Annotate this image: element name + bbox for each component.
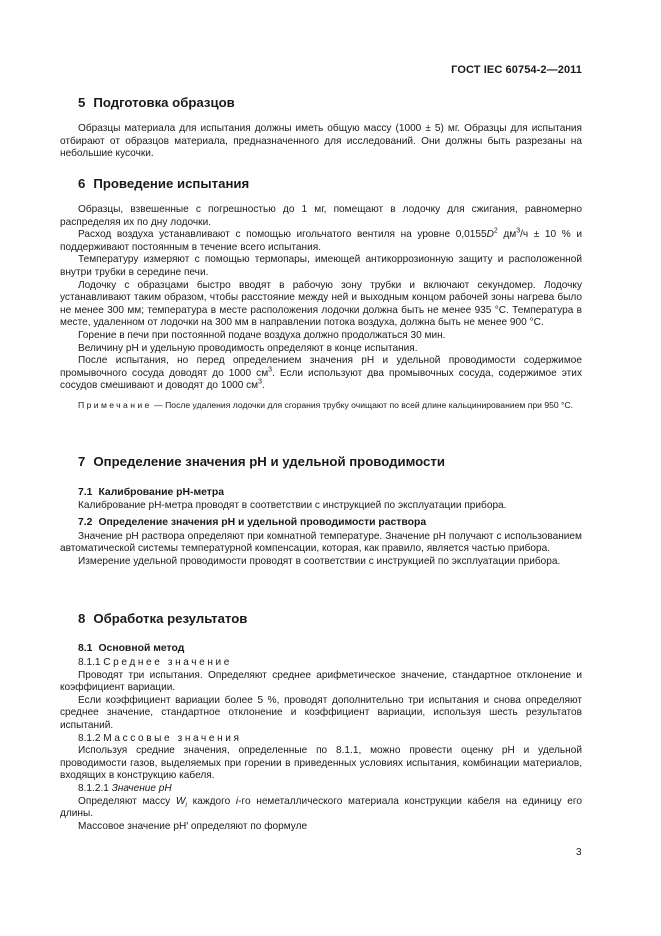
note-text: — После удаления лодочки для сгорания трубку очищают по всей длине кальцинированием при 950 °С. — [151, 399, 574, 410]
section-heading — [60, 95, 582, 110]
section-7-body — [60, 487, 582, 568]
clause-heading-8-1-1: 8.1.1 Среднее значение — [78, 657, 232, 668]
section-number: 8 — [78, 611, 86, 626]
section-5-body — [60, 123, 582, 161]
note — [60, 399, 582, 411]
subsection-heading-7-2: 7.2 Определение значения pH и удельной проводимости раствора — [78, 516, 427, 528]
paragraph: Значение pH раствора определяют при комнатной температуре. Значение pH получают с использованием автоматической системы температурной компенсации, которая, как правило, является частью прибора. — [60, 530, 582, 555]
page-number: 3 — [576, 847, 582, 858]
paragraph-airflow: Расход воздуха устанавливают с помощью игольчатого вентиля на уровне $0,0155D^2$ $дм^3/ч \pm 10$ % и поддерживают постоянным в течение всего испытания. — [60, 227, 582, 253]
section-heading — [60, 611, 582, 626]
paragraph: Температуру измеряют с помощью термопары, имеющей антикоррозионную защиту и расположенной внутри трубки в середине печи. — [60, 254, 582, 278]
section-number: 7 — [78, 454, 86, 469]
paragraph: Калибрование pH-метра проводят в соответствии с инструкцией по эксплуатации прибора. — [78, 500, 507, 511]
paragraph: Горение в печи при постоянной подаче воздуха должно продолжаться 30 мин. — [78, 329, 446, 341]
paragraph: Образцы, взвешенные с погрешностью до 1 мг, помещают в лодочку для сжигания, равномерно распределяя их по дну лодочки. — [60, 204, 582, 228]
paragraph: Массовое значение pH′ определяют по формуле — [78, 820, 308, 832]
section-5 — [60, 95, 582, 110]
note-label: Примечание — [78, 399, 152, 410]
paragraph-mass: Определяют массу $W_i$ каждого i-го неметаллического материала конструкции кабеля на единицу его длины. — [60, 795, 582, 820]
paragraph: Величину pH и удельную проводимость определяют в конце испытания. — [78, 342, 418, 354]
section-title: Подготовка образцов — [93, 95, 235, 110]
paragraph: Измерение удельной проводимости проводят в соответствии с инструкцией по эксплуатации прибора. — [78, 555, 561, 567]
section-title: Обработка результатов — [93, 611, 248, 626]
section-8-body — [60, 643, 582, 833]
clause-heading-8-1-2-1: 8.1.2.1 Значение pH — [78, 782, 172, 794]
section-number: 5 — [78, 95, 86, 110]
standard-designation: ГОСТ IEC 60754-2—2011 — [451, 64, 582, 76]
paragraph: Образцы материала для испытания должны иметь общую массу (1000 ± 5) мг. Образцы для испытания отбирают от образцов материала, предназначенного для исследований. Они должны быть разрезаны на небольшие кусочки. — [60, 123, 582, 160]
section-heading — [60, 176, 582, 191]
section-number: 6 — [78, 176, 86, 191]
paragraph-volume: После испытания, но перед определением значения pH и удельной проводимости содержимое промывочного сосуда доводят до 1000 $см^3$. Если используют два промывочных сосуда, содержимое этих сосудов смешивают и доводят до 1000 $см^3$. — [60, 355, 582, 392]
paragraph: Лодочку с образцами быстро вводят в рабочую зону трубки и включают секундомер. Лодочку устанавливают таким образом, чтобы расстояние между ней и выходным концом рабочей зоны нагрева было не менее 300 мм; температура в месте расположения лодочки должна быть не менее 935 °С. Температура в месте, удаленном от лодочки на 300 мм в направлении потока воздуха, должна быть не менее 900 °С. — [60, 279, 582, 329]
section-title: Проведение испытания — [93, 176, 250, 191]
subsection-heading-8-1: 8.1 Основной метод — [78, 643, 185, 654]
paragraph: Проводят три испытания. Определяют среднее арифметическое значение, стандартное отклонение и коэффициент вариации. — [60, 669, 582, 694]
subsection-heading-7-1: 7.1 Калибрование pH-метра — [78, 487, 225, 498]
clause-heading-8-1-2: 8.1.2 Массовые значения — [78, 732, 242, 744]
paragraph: Используя средние значения, определенные по 8.1.1, можно провести оценку pH и удельной проводимости газов, выделяемых при горении в приведенных условиях испытания, комбинации материалов, входящих в конструкцию кабеля. — [60, 745, 582, 782]
section-7 — [60, 454, 582, 469]
section-6-body — [60, 204, 582, 411]
section-title: Определение значения pH и удельной проводимости — [93, 454, 445, 469]
section-6 — [60, 176, 582, 191]
paragraph: Если коэффициент вариации более 5 %, проводят дополнительно три испытания и снова определяют среднее значение, стандартное отклонение и коэффициент вариации, используя шесть результатов испытаний. — [60, 694, 582, 731]
section-heading — [60, 454, 582, 469]
section-8 — [60, 611, 582, 626]
